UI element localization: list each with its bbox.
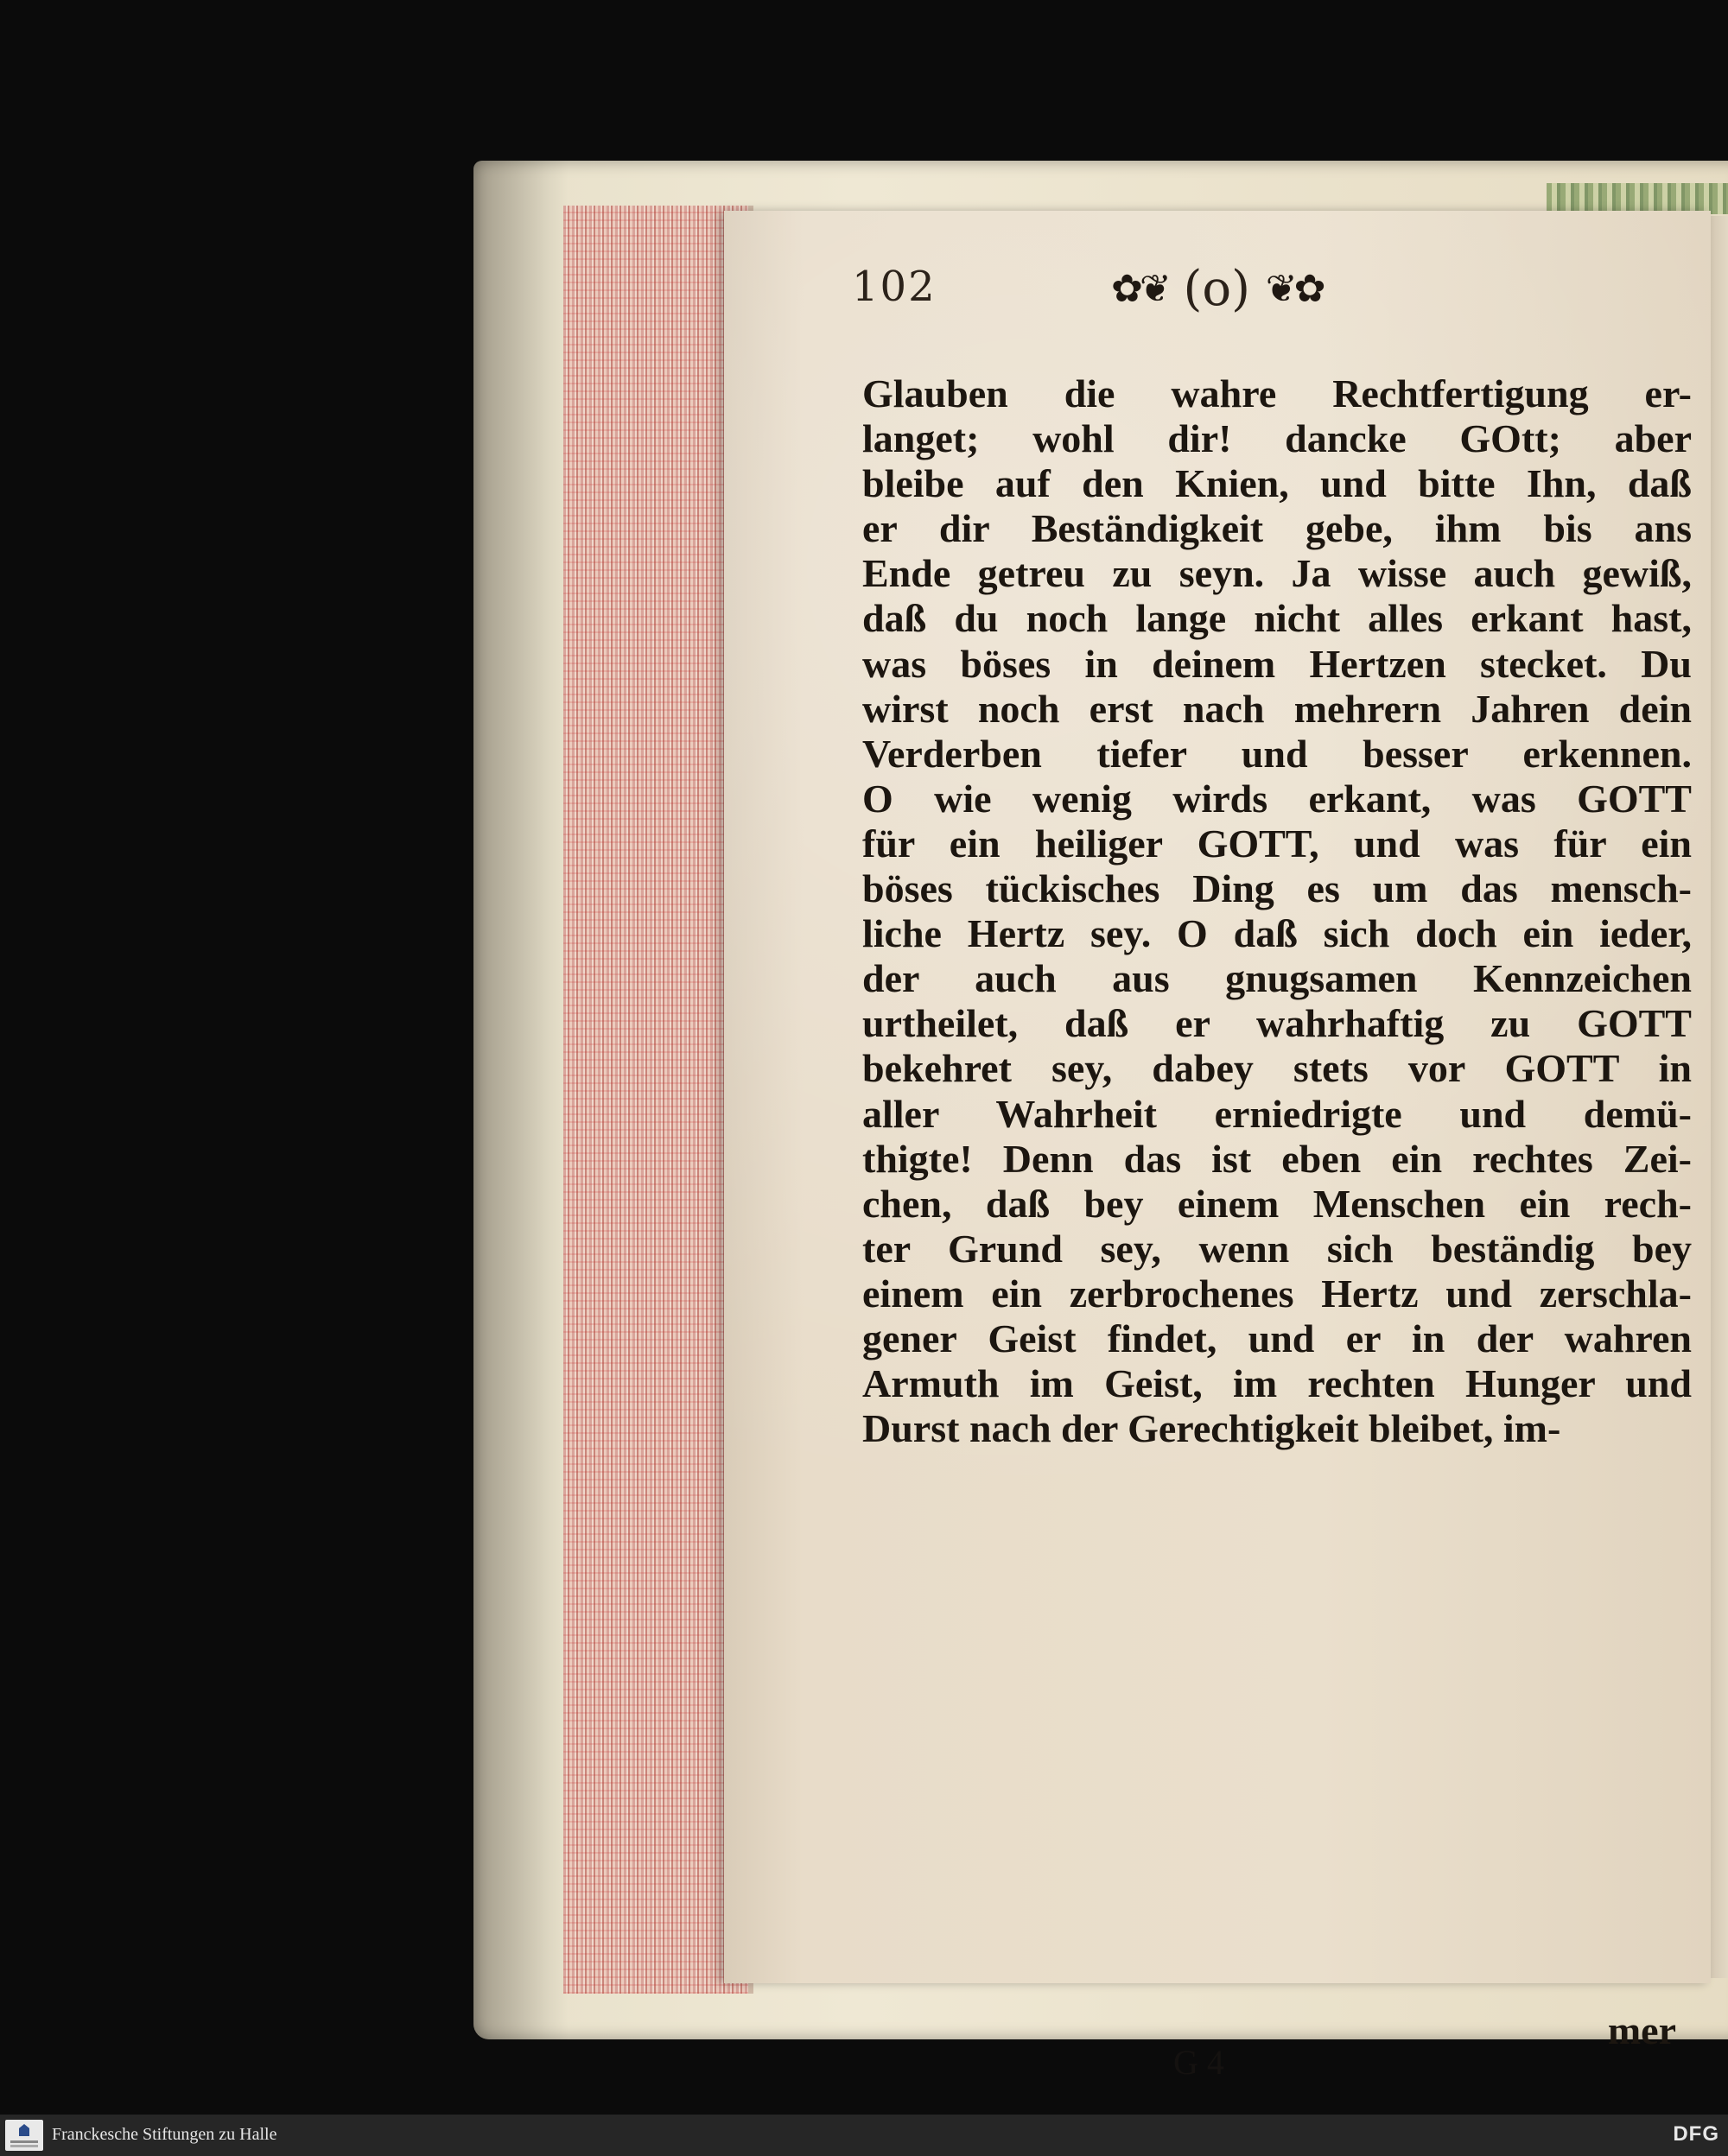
institution-name: Franckesche Stiftungen zu Halle (52, 2125, 277, 2144)
text-line: langet; wohl dir! dancke GOtt; aber (862, 416, 1692, 461)
text-line: wirst noch erst nach mehrern Jahren dein (862, 686, 1692, 731)
text-line: was böses in deinem Hertzen stecket. Du (862, 641, 1692, 686)
text-line: daß du noch lange nicht alles erkant hast, (862, 596, 1692, 641)
text-line: Durst nach der Gerechtigkeit bleibet, im- (862, 1406, 1561, 1451)
text-line: er dir Beständigkeit gebe, ihm bis ans (862, 506, 1692, 551)
text-line: gener Geist findet, und er in der wahren (862, 1316, 1692, 1360)
viewer-footer (0, 2115, 1728, 2156)
fleuron-right-icon: ❦✿ (1265, 267, 1323, 311)
text-line: ter Grund sey, wenn sich beständig bey (862, 1226, 1692, 1271)
text-line: Armuth im Geist, im rechten Hunger und (862, 1361, 1692, 1406)
page-number: 102 (852, 263, 937, 311)
text-line: böses tückisches Ding es um das mensch- (862, 866, 1692, 911)
body-text (862, 371, 1692, 1451)
text-line: Glauben die wahre Rechtfertigung er- (862, 371, 1692, 415)
text-line: bleibe auf den Knien, und bitte Ihn, daß (862, 461, 1692, 506)
catchword: mer (1607, 2008, 1676, 2052)
signature-mark: G 4 (1173, 2043, 1224, 2082)
text-line: chen, daß bey einem Menschen ein rech- (862, 1181, 1692, 1226)
text-line: Verderben tiefer und besser erkennen. (862, 731, 1692, 776)
text-line: Ende getreu zu seyn. Ja wisse auch gewiß, (862, 551, 1692, 596)
text-line: bekehret sey, dabey stets vor GOTT in (862, 1046, 1692, 1091)
text-line: O wie wenig wirds erkant, was GOTT (862, 776, 1692, 821)
fleuron-left-icon: ✿❦ (1111, 267, 1168, 311)
text-line: für ein heiliger GOTT, und was für ein (862, 821, 1692, 866)
text-line: aller Wahrheit erniedrigte und demü- (862, 1091, 1692, 1136)
text-line: liche Hertz sey. O daß sich doch ein ieder, (862, 911, 1692, 956)
institution-logo-icon (5, 2120, 43, 2151)
page-header (852, 263, 1681, 332)
bookmark-ribbon (1547, 183, 1728, 214)
text-line: thigte! Denn das ist eben ein rechtes Zei- (862, 1136, 1692, 1181)
header-ornament (1111, 261, 1323, 317)
text-line: einem ein zerbrochenes Hertz und zerschla- (862, 1271, 1692, 1316)
cover-shadow (473, 161, 569, 2039)
book-page (724, 211, 1711, 2082)
text-line: der auch aus gnugsamen Kennzeichen (862, 956, 1692, 1001)
text-line: urtheilet, daß er wahrhaftig zu GOTT (862, 1001, 1692, 1046)
dfg-logo: DFG (1673, 2122, 1719, 2146)
header-ornament-text: (o) (1183, 261, 1250, 317)
